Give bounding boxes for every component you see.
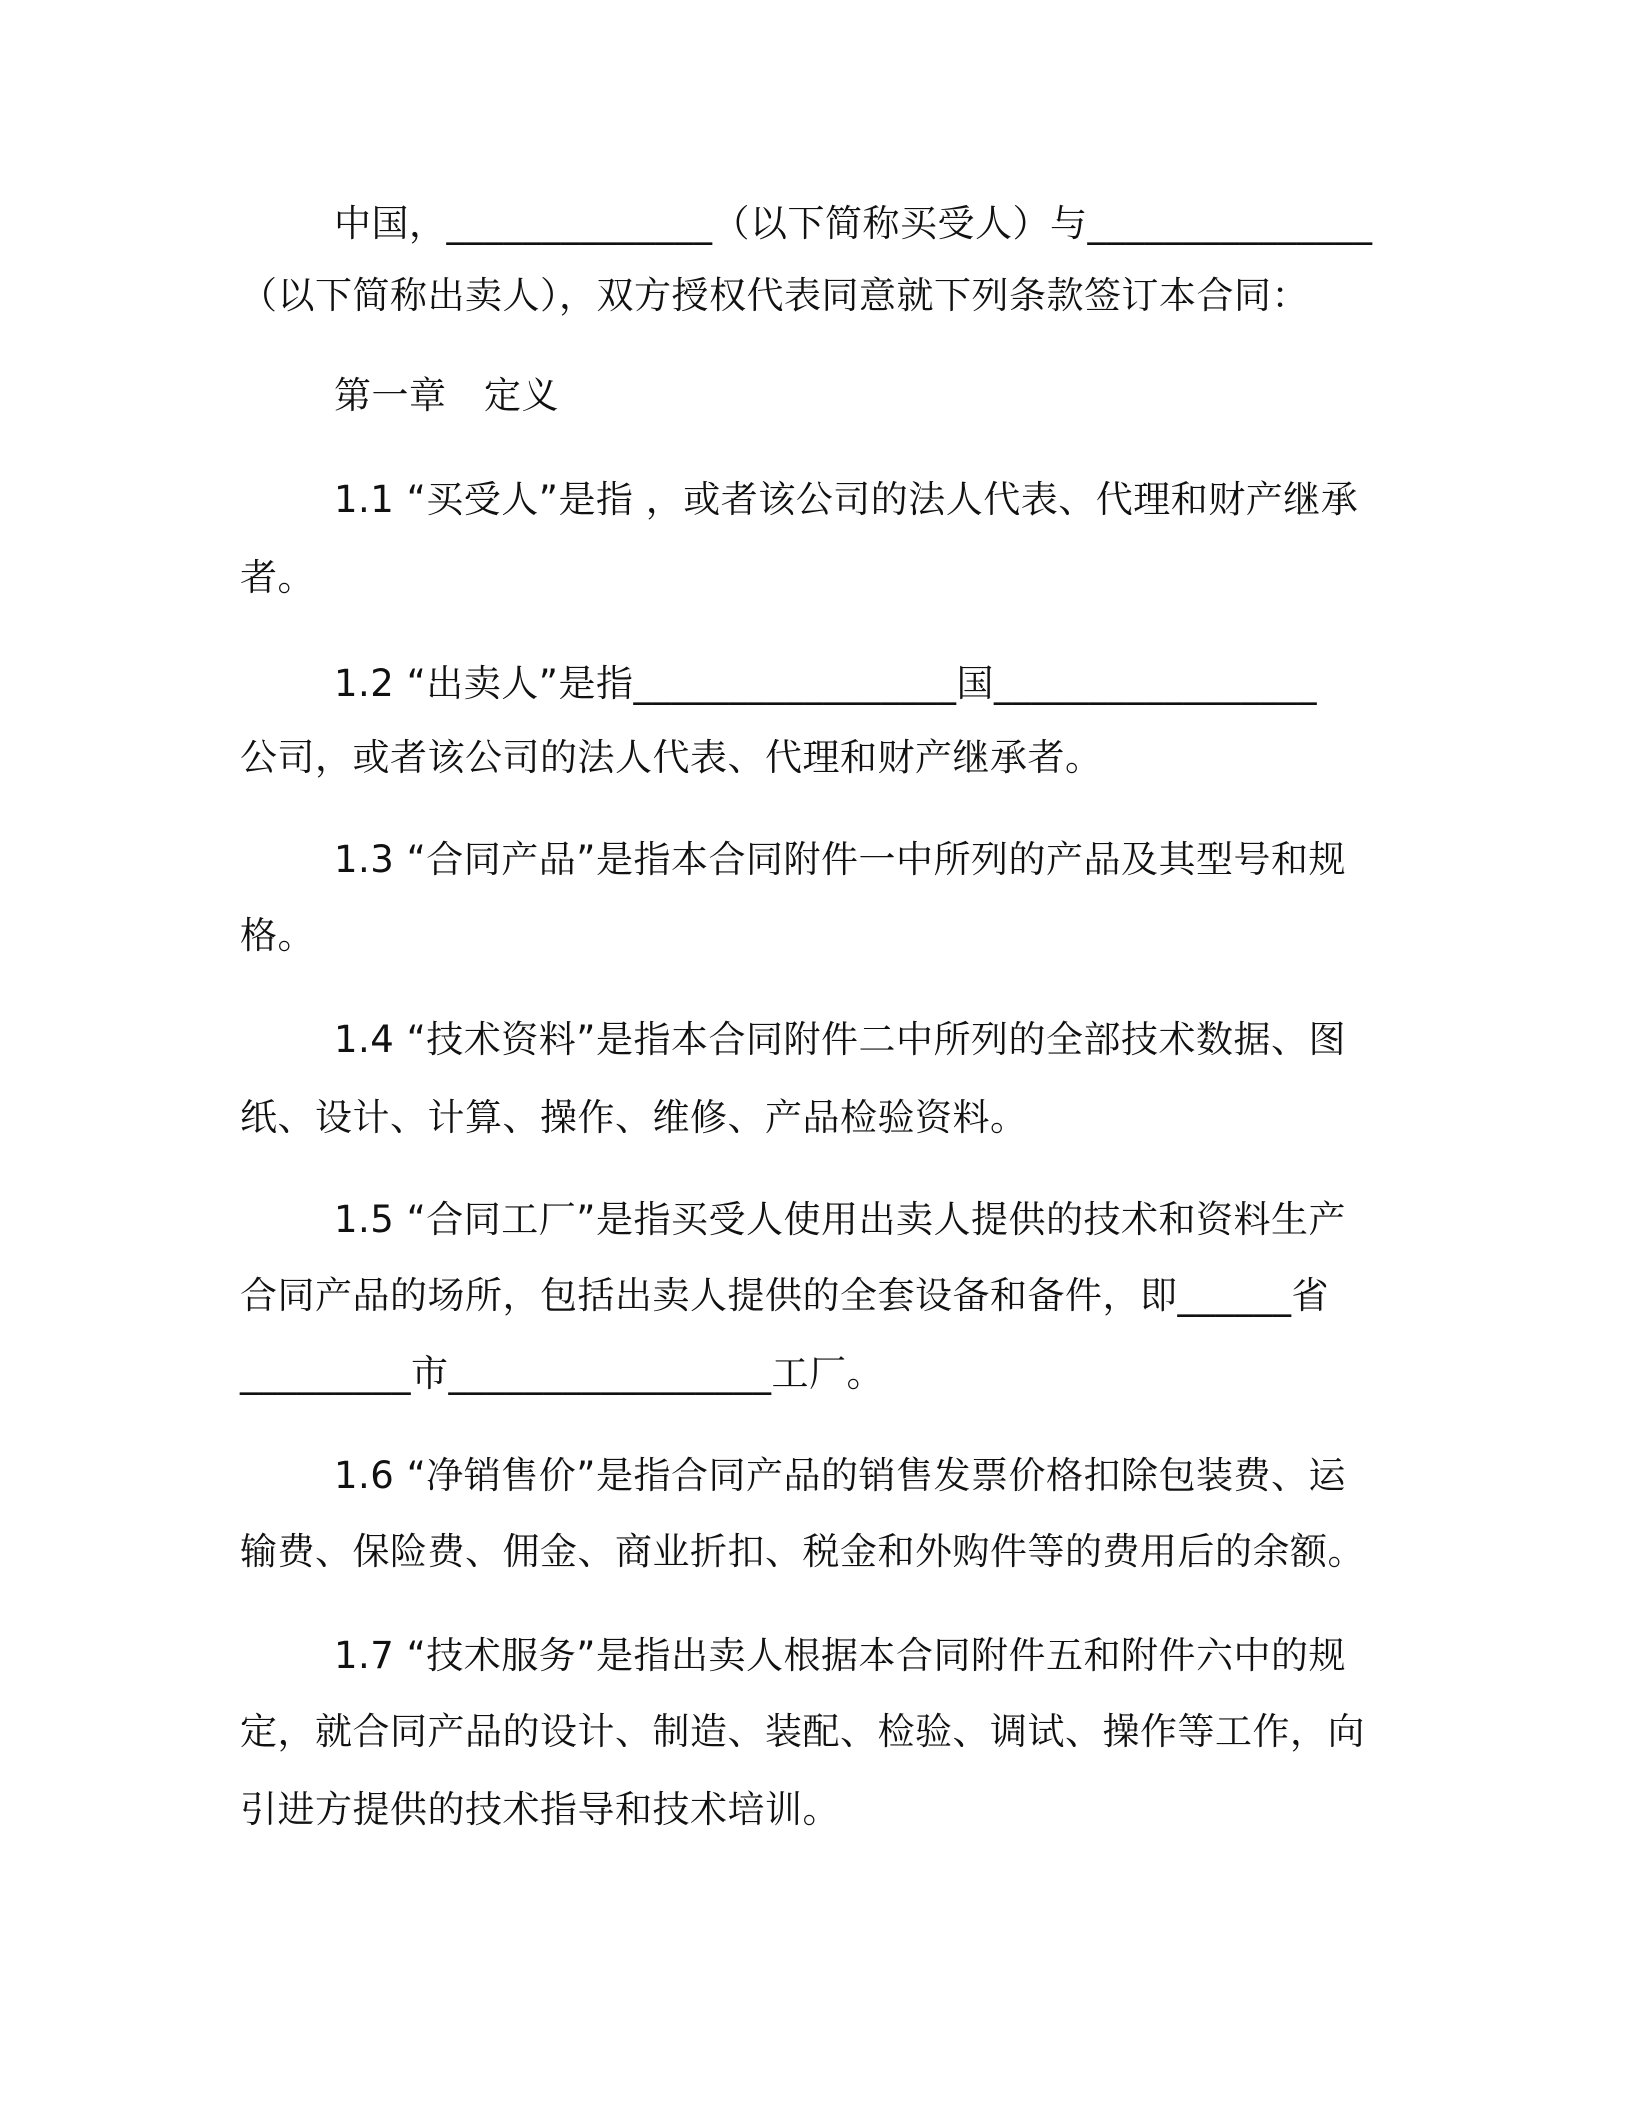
preamble-line-2: （以下简称出卖人），双方授权代表同意就下列条款签订本合同：	[240, 274, 1309, 317]
clause-1-4-line-1: 1.4 “技术资料”是指本合同附件二中所列的全部技术数据、图	[334, 1018, 1346, 1061]
clause-1-6-line-1: 1.6 “净销售价”是指合同产品的销售发票价格扣除包装费、运	[334, 1454, 1346, 1497]
clause-1-7-line-3: 引进方提供的技术指导和技术培训。	[240, 1788, 840, 1831]
clause-1-4-line-2: 纸、设计、计算、操作、维修、产品检验资料。	[240, 1096, 1028, 1139]
clause-1-5-line-1: 1.5 “合同工厂”是指买受人使用出卖人提供的技术和资料生产	[334, 1198, 1346, 1241]
clause-1-6-line-2: 输费、保险费、佣金、商业折扣、税金和外购件等的费用后的余额。	[240, 1530, 1365, 1573]
clause-1-2-line-1: 1.2 “出卖人”是指_________________国_________________	[334, 662, 1317, 705]
clause-1-2-line-2: 公司，或者该公司的法人代表、代理和财产继承者。	[240, 736, 1103, 779]
clause-1-7-line-2: 定，就合同产品的设计、制造、装配、检验、调试、操作等工作，向	[240, 1710, 1365, 1753]
clause-1-5-line-2: 合同产品的场所，包括出卖人提供的全套设备和备件，即______省	[240, 1274, 1329, 1317]
clause-1-3-line-1: 1.3 “合同产品”是指本合同附件一中所列的产品及其型号和规	[334, 838, 1346, 881]
clause-1-5-line-3: _________市_________________工厂。	[240, 1352, 884, 1395]
chapter-heading: 第一章 定义	[334, 374, 559, 417]
clause-1-1-line-2: 者。	[240, 556, 315, 599]
clause-1-3-line-2: 格。	[240, 914, 315, 957]
clause-1-7-line-1: 1.7 “技术服务”是指出卖人根据本合同附件五和附件六中的规	[334, 1634, 1346, 1677]
clause-1-1-line-1: 1.1 “买受人”是指 ，或者该公司的法人代表、代理和财产继承	[334, 478, 1359, 521]
preamble-line-1: 中国，______________（以下简称买受人）与_______________	[334, 202, 1373, 245]
